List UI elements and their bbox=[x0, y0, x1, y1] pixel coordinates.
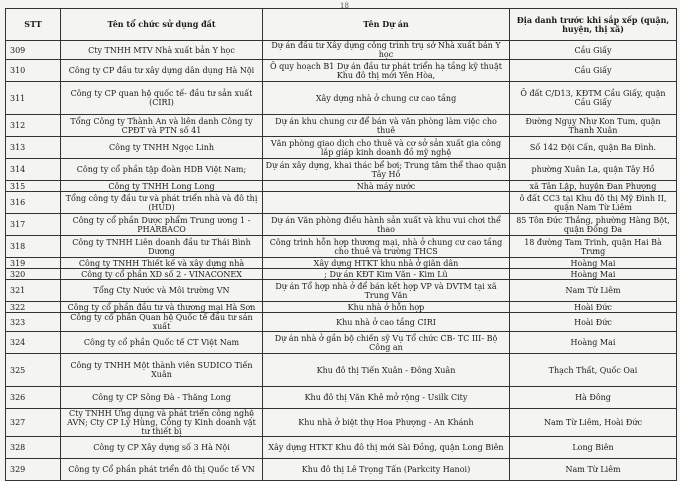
row-location: Cầu Giấy bbox=[510, 60, 677, 82]
row-location: Hà Đông bbox=[510, 387, 677, 409]
row-project: Khu nhà ở cao tầng CIRI bbox=[263, 313, 510, 332]
row-stt: 312 bbox=[6, 115, 61, 137]
row-org: Công ty TNHH Liên doanh đầu tư Thái Bình Dương bbox=[61, 236, 263, 258]
header-project: Tên Dự án bbox=[263, 9, 510, 41]
row-project: Khu nhà ở hỗn hợp bbox=[263, 302, 510, 313]
row-project: Dự án xây dựng, khai thác bể bơi; Trung tâm thể thao quận Tây Hồ bbox=[263, 159, 510, 181]
row-org: Cty TNHH Ứng dụng và phát triển công nghệ AVN; Cty CP Lý Hùng, Công ty Kinh doanh vật tư thiết bị bbox=[61, 409, 263, 437]
table-row bbox=[6, 159, 677, 181]
row-org: Công ty TNHH Ngọc Linh bbox=[61, 137, 263, 159]
land-use-table bbox=[5, 8, 677, 481]
row-org: Công ty CP đầu tư xây dựng dân dụng Hà Nội bbox=[61, 60, 263, 82]
row-stt: 327 bbox=[6, 409, 61, 437]
page-number: 18 bbox=[340, 2, 349, 10]
table-row bbox=[6, 137, 677, 159]
table-row bbox=[6, 41, 677, 60]
row-project: Nhà máy nước bbox=[263, 181, 510, 192]
table-row bbox=[6, 181, 677, 192]
row-stt: 320 bbox=[6, 269, 61, 280]
row-location: Hoàng Mai bbox=[510, 269, 677, 280]
row-project: Xây dựng nhà ở chung cư cao tầng bbox=[263, 82, 510, 115]
row-org: Công ty CP quan hệ quốc tế- đầu tư sản xuất (CIRI) bbox=[61, 82, 263, 115]
row-project bbox=[263, 192, 510, 214]
row-location: 18 đường Tam Trinh, quận Hai Bà Trưng bbox=[510, 236, 677, 258]
row-org: Tổng công ty đầu tư và phát triển nhà và đô thị (HUD) bbox=[61, 192, 263, 214]
table-row bbox=[6, 387, 677, 409]
row-project: Công trình hỗn hợp thương mại, nhà ở chung cư cao tầng cho thuê và trường THCS bbox=[263, 236, 510, 258]
row-project: ; Dự án KĐT Kim Văn - Kim Lũ bbox=[263, 269, 510, 280]
row-project: Khu nhà ở biệt thự Hoa Phượng - An Khánh bbox=[263, 409, 510, 437]
row-project: Khu đô thị Văn Khê mở rộng - Usilk City bbox=[263, 387, 510, 409]
row-org: Công ty cổ phần Quan hệ Quốc tế đầu tư sản xuất bbox=[61, 313, 263, 332]
row-org: Công ty CP Xây dựng số 3 Hà Nội bbox=[61, 437, 263, 459]
table-row bbox=[6, 269, 677, 280]
row-location: Nam Từ Liêm bbox=[510, 280, 677, 302]
row-stt: 316 bbox=[6, 192, 61, 214]
row-location: Nam Từ Liêm, Hoài Đức bbox=[510, 409, 677, 437]
row-project: Khu đô thị Tiến Xuân - Đông Xuân bbox=[263, 354, 510, 387]
row-project: Dự án khu chung cư để bán và văn phòng làm việc cho thuê bbox=[263, 115, 510, 137]
row-stt: 319 bbox=[6, 258, 61, 269]
row-location: xã Tân Lập, huyện Đan Phượng bbox=[510, 181, 677, 192]
row-project: Dự án nhà ở gần bộ chiến sỹ Vụ Tổ chức CB- TC III- Bộ Công an bbox=[263, 332, 510, 354]
row-location: Thạch Thất, Quốc Oai bbox=[510, 354, 677, 387]
row-stt: 328 bbox=[6, 437, 61, 459]
row-org: Công ty cổ phần Dược phẩm Trung ương 1 - PHARBACO bbox=[61, 214, 263, 236]
row-org: Công ty CP Sông Đà - Thăng Long bbox=[61, 387, 263, 409]
row-location: Số 142 Đội Cấn, quận Ba Đình. bbox=[510, 137, 677, 159]
row-stt: 321 bbox=[6, 280, 61, 302]
row-location: Cầu Giấy bbox=[510, 41, 677, 60]
table-row bbox=[6, 437, 677, 459]
row-project: Dự án Văn phòng điều hành sản xuất và khu vui chơi thể thao bbox=[263, 214, 510, 236]
row-location: Long Biên bbox=[510, 437, 677, 459]
table-header-row bbox=[6, 9, 677, 41]
row-org: Công ty TNHH Một thành viên SUDICO Tiến Xuân bbox=[61, 354, 263, 387]
table-row bbox=[6, 214, 677, 236]
header-stt: STT bbox=[6, 9, 61, 41]
row-location: 85 Tôn Đức Thắng, phường Hàng Bột, quận Đống Đa bbox=[510, 214, 677, 236]
row-location: Hoàng Mai bbox=[510, 332, 677, 354]
row-stt: 309 bbox=[6, 41, 61, 60]
row-location: Hoài Đức bbox=[510, 313, 677, 332]
row-stt: 314 bbox=[6, 159, 61, 181]
row-stt: 310 bbox=[6, 60, 61, 82]
row-org: Công ty cổ phần Quốc tế CT Việt Nam bbox=[61, 332, 263, 354]
row-project: Ô quy hoạch B1 Dự án đầu tư phát triển hạ tầng kỹ thuật Khu đô thị mới Yên Hòa, bbox=[263, 60, 510, 82]
row-stt: 318 bbox=[6, 236, 61, 258]
table-row bbox=[6, 280, 677, 302]
row-location: phường Xuân La, quận Tây Hồ bbox=[510, 159, 677, 181]
row-stt: 315 bbox=[6, 181, 61, 192]
row-org: Công ty TNHH Long Long bbox=[61, 181, 263, 192]
row-project: Dự án Tổ hợp nhà ở để bán kết hợp VP và DVTM tại xã Trung Văn bbox=[263, 280, 510, 302]
row-stt: 326 bbox=[6, 387, 61, 409]
row-project: Dự án đầu tư Xây dựng công trình trụ sở Nhà xuất bản Y học bbox=[263, 41, 510, 60]
row-project: Xây dựng HTKT Khu đô thị mới Sài Đồng, quận Long Biên bbox=[263, 437, 510, 459]
table-row bbox=[6, 236, 677, 258]
table-body bbox=[6, 41, 677, 481]
row-org: Công ty TNHH Thiết kế và xây dựng nhà bbox=[61, 258, 263, 269]
table-row bbox=[6, 115, 677, 137]
row-stt: 329 bbox=[6, 459, 61, 481]
row-location: Ô đất C/D13, KĐTM Cầu Giấy, quận Cầu Giấy bbox=[510, 82, 677, 115]
row-stt: 317 bbox=[6, 214, 61, 236]
row-org: Cty TNHH MTV Nhà xuất bản Y học bbox=[61, 41, 263, 60]
row-location: ô đất CC3 tại Khu đô thị Mỹ Đình II, quận Nam Từ Liêm bbox=[510, 192, 677, 214]
row-stt: 313 bbox=[6, 137, 61, 159]
table-row bbox=[6, 302, 677, 313]
table-row bbox=[6, 354, 677, 387]
table-row bbox=[6, 192, 677, 214]
table-row bbox=[6, 409, 677, 437]
row-org: Công ty Cổ phần phát triển đô thị Quốc tế VN bbox=[61, 459, 263, 481]
row-stt: 325 bbox=[6, 354, 61, 387]
row-stt: 322 bbox=[6, 302, 61, 313]
table-row bbox=[6, 60, 677, 82]
row-location: Đường Ngụy Như Kon Tum, quận Thanh Xuân bbox=[510, 115, 677, 137]
row-org: Công ty cổ phần tập đoàn HDB Việt Nam; bbox=[61, 159, 263, 181]
table-row bbox=[6, 258, 677, 269]
table-row bbox=[6, 459, 677, 481]
table-row bbox=[6, 332, 677, 354]
row-org: Tổng Cty Nước và Môi trường VN bbox=[61, 280, 263, 302]
table-row bbox=[6, 82, 677, 115]
row-project: Khu đô thị Lê Trọng Tấn (Parkcity Hanoi) bbox=[263, 459, 510, 481]
row-location: Hoài Đức bbox=[510, 302, 677, 313]
header-location: Địa danh trước khi sắp xếp (quận, huyện, thị xã) bbox=[510, 9, 677, 41]
row-location: Nam Từ Liêm bbox=[510, 459, 677, 481]
row-org: Tổng Công ty Thành An và liên danh Công ty CPĐT và PTN số 41 bbox=[61, 115, 263, 137]
row-org: Công ty cổ phần đầu tư và thương mại Hà Sơn bbox=[61, 302, 263, 313]
row-stt: 324 bbox=[6, 332, 61, 354]
row-location: Hoàng Mai bbox=[510, 258, 677, 269]
row-stt: 323 bbox=[6, 313, 61, 332]
table-row bbox=[6, 313, 677, 332]
row-project: Xây dựng HTKT khu nhà ở giãn dân bbox=[263, 258, 510, 269]
row-org: Công ty cổ phần XD số 2 - VINACONEX bbox=[61, 269, 263, 280]
row-project: Văn phòng giao dịch cho thuê và cơ sở sản xuất gia công lắp giáp kinh doanh đồ mỹ nghệ bbox=[263, 137, 510, 159]
header-org: Tên tổ chức sử dụng đất bbox=[61, 9, 263, 41]
row-stt: 311 bbox=[6, 82, 61, 115]
